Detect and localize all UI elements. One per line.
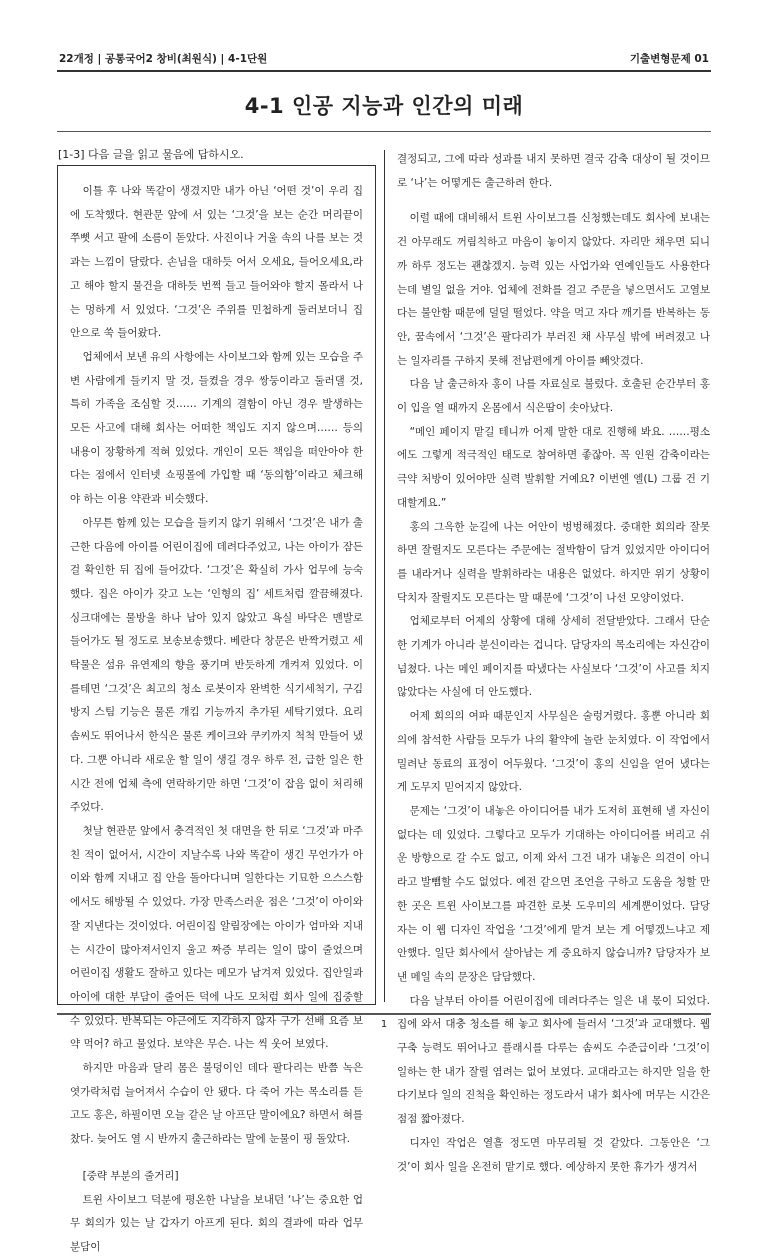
- summary-paragraph: 트윈 사이보그 덕분에 평온한 나날을 보내던 ‘나’는 중요한 업무 회의가 있는 날 갑자기 아프게 된다. 회의 결과에 따라 업무 분담이: [70, 1193, 363, 1253]
- passage-paragraph: 디자인 작업은 열흘 정도면 마무리될 것 같았다. 그동안은 ‘그것’이 회사 일을 온전히 맡기로 했다. 예상하지 못한 휴가가 생겨서: [397, 1136, 710, 1173]
- passage-box: [57, 165, 376, 1253]
- header-right-text: 기출변형문제 01: [629, 53, 709, 65]
- header-left-text: 22개정 | 공통국어2 창비(최원식) | 4-1단원: [59, 53, 268, 65]
- passage-paragraph: 다음 날부터 아이를 어린이집에 데려다주는 일은 내 몫이 되었다. 집에 와서 대충 청소를 해 놓고 회사에 들러서 ‘그것’과 교대했다. 웹 구축 능력도 뛰어나고 플래시를 다루는 솜씨도 수준급이라 ‘그것’이 일하는 한 내가 잘릴 염려는 없어 보였다. 교대라고는 하지만 일을 한다기보다 일의 진척을 확인하는 정도라서 내가 회사에 머무는 시간은 점점 짧아졌다.: [397, 994, 710, 1126]
- passage-paragraph: 이럴 때에 대비해서 트윈 사이보그를 신청했는데도 회사에 보내는 건 아무래도 꺼림칙하고 마음이 놓이지 않았다. 자리만 채우면 되니까 하루 정도는 괜찮겠지. 능력 있는 사업가와 연예인들도 사용한다는데 별일 없을 거야. 업체에 전화를 걸고 주문을 넣으면서도 고열보다는 불안함 때문에 덜덜 떨었다. 약을 먹고 자다 깨기를 반복하는 동안, 꿈속에서 ‘그것’은 팔다리가 부러진 채 사무실 밖에 버려졌고 나는 일자리를 구하지 못해 전남편에게 아이를 빼앗겼다.: [397, 212, 710, 367]
- passage-paragraph: 하지만 마음과 달리 몸은 불덩이인 데다 팔다리는 반쯤 녹은 엿가락처럼 늘어져서 수습이 안 됐다. 다 죽어 가는 목소리를 듣고도 홍은, 하필이면 오늘 같은 날 아프단 말이에요? 하면서 혀를 찼다. 늦어도 열 시 반까지 출근하라는 말에 눈물이 핑 돌았다.: [70, 1062, 363, 1146]
- title-rule: [57, 131, 711, 132]
- passage-paragraph: 아무튼 함께 있는 모습을 들키지 않기 위해서 ‘그것’은 내가 출근한 다음에 아이를 어린이집에 데려다주었고, 나는 아이가 잠든 걸 확인한 뒤 집에 들어갔다. ‘그것’은 확실히 가사 업무에 능숙했다. 집은 아이가 갖고 노는 ‘인형의 집’ 세트처럼 깔끔해졌다. 싱크대에는 물방울 하나 남아 있지 않았고 욕실 바닥은 맨발로 들어가도 될 정도로 보송보송했다. 베란다 창문은 반짝거렸고 세탁물은 섬유 유연제의 향을 풍기며 반듯하게 개켜져 있었다. 이를테면 ‘그것’은 최고의 청소 로봇이자 완벽한 식기세척기, 구김 방지 스팀 기능은 물론 개킴 기능까지 추가된 세탁기였다. 요리 솜씨도 뛰어나서 한식은 물론 케이크와 쿠키까지 척척 만들어 냈다. 그뿐 아니라 새로운 할 일이 생길 경우 하루 전, 급한 일은 한 시간 전에 업체 측에 연락하기만 하면 ‘그것’이 잡음 없이 처리해 주었다.: [70, 516, 363, 814]
- passage-paragraph: 문제는 ‘그것’이 내놓은 아이디어를 내가 도저히 표현해 낼 자신이 없다는 데 있었다. 그렇다고 모두가 기대하는 아이디어를 버리고 쉬운 방향으로 갈 수도 없고, 이제 와서 그건 내가 내놓은 의견이 아니라고 발뺌할 수도 없었다. 예전 같으면 조언을 구하고 도움을 청할 만한 곳은 트윈 사이보그를 파견한 로봇 도우미의 세계뿐이었다. 담당자는 이 웹 디자인 작업을 ‘그것’에게 맡겨 보는 게 어떻겠느냐고 제안했다. 일단 회사에서 살아남는 게 중요하지 않습니까? 담당자가 보낸 메일 속의 문장은 담담했다.: [397, 804, 710, 983]
- passage-paragraph: 결정되고, 그에 따라 성과를 내지 못하면 결국 감축 대상이 될 것이므로 ‘나’는 어떻게든 출근하려 한다.: [397, 153, 710, 189]
- question-instruction: [1-3] 다음 글을 읽고 물음에 답하시오.: [58, 148, 244, 161]
- passage-paragraph: 어제 회의의 여파 때문인지 사무실은 술렁거렸다. 홍뿐 아니라 회의에 참석한 사람들 모두가 나의 활약에 놀란 눈치였다. 이 작업에서 밀려난 동료의 표정이 어두웠다. ‘그것’이 홍의 신임을 얻어 냈다는 게 도무지 믿어지지 않았다.: [397, 710, 710, 794]
- page-title: 4-1 인공 지능과 인간의 미래: [244, 94, 524, 118]
- passage-paragraph: 첫날 현관문 앞에서 충격적인 첫 대면을 한 뒤로 ‘그것’과 마주친 적이 없어서, 시간이 지날수록 나와 똑같이 생긴 무언가가 아이와 함께 지내고 집 안을 돌아다니며 일한다는 기묘한 으스스함에서도 해방될 수 있었다. 가장 만족스러운 점은 ‘그것’이 아이와 잘 지낸다는 것이었다. 어린이집 알림장에는 아이가 엄마와 지내는 시간이 많아져서인지 울고 짜증 부리는 일이 많이 줄었으며 어린이집 생활도 잘하고 있다는 메모가 남겨져 있었다. 집안일과 아이에 대한 부담이 줄어든 덕에 나도 모처럼 회사 일에 집중할 수 있었다. 반복되는 야근에도 지각하지 않자 구가 선배 요즘 보약 먹어? 하고 물었다. 보약은 무슨. 나는 씩 웃어 보였다.: [70, 824, 363, 1051]
- passage-paragraph: “메인 페이지 맡길 테니까 어제 말한 대로 진행해 봐요. ……평소에도 그렇게 적극적인 태도로 참여하면 좋잖아. 꼭 인원 감축이라는 극약 처방이 있어야만 실력 발휘할 거예요? 이번엔 엘(L) 그룹 건 기대할게요.”: [397, 425, 710, 509]
- summary-label: [중략 부분의 줄거리]: [82, 1169, 179, 1182]
- column-divider: [384, 150, 385, 1002]
- page-number: 1: [380, 1019, 388, 1030]
- passage-paragraph: 홍의 그윽한 눈길에 나는 어안이 벙벙해졌다. 중대한 회의라 잘못하면 잘릴지도 모른다는 주문에는 절박함이 담겨 있었지만 아이디어를 내라거나 실력을 발휘하라는 내용은 없었다. 하지만 위기 상황이 닥치자 잘릴지도 모른다는 말 때문에 ‘그것’이 나선 모양이었다.: [397, 520, 710, 604]
- passage-paragraph: 업체에서 보낸 유의 사항에는 사이보그와 함께 있는 모습을 주변 사람에게 들키지 말 것, 들켰을 경우 쌍둥이라고 둘러댈 것, 특히 가족을 조심할 것…… 기계의 결함이 아닌 경우 발생하는 모든 사고에 대해 회사는 어떠한 책임도 지지 않으며…… 등의 내용이 장황하게 적혀 있었다. 개인이 모든 책임을 떠안아야 한다는 점에서 인터넷 쇼핑몰에 가입할 때 ‘동의함’이라고 체크해야 하는 이용 약관과 비슷했다.: [70, 350, 363, 506]
- passage-continuation: [390, 148, 712, 1173]
- header-rule: [57, 70, 711, 72]
- passage-paragraph: 업체로부터 어제의 상황에 대해 상세히 전달받았다. 그래서 단순한 기계가 아니라 분신이라는 겁니다. 담당자의 목소리에는 자신감이 넘쳤다. 나는 메인 페이지를 따냈다는 사실보다 ‘그것’이 사고를 치지 않았다는 사실에 더 안도했다.: [397, 615, 710, 699]
- footer-rule: [57, 1013, 711, 1015]
- page-header: [57, 40, 711, 86]
- passage-paragraph: 다음 날 출근하자 홍이 나를 자료실로 불렀다. 호출된 순간부터 홍이 입을 열 때까지 온몸에서 식은땀이 솟아났다.: [397, 378, 710, 415]
- passage-paragraph: 이틀 후 나와 똑같이 생겼지만 내가 아닌 ‘어떤 것’이 우리 집에 도착했다. 현관문 앞에 서 있는 ‘그것’을 보는 순간 머리끝이 쭈뼛 서고 팔에 소름이 돋았다. 사진이나 거울 속의 나를 보는 것과는 느낌이 달랐다. 손님을 대하듯 어서 오세요, 들어오세요,라고 해야 할지 물건을 대하듯 번쩍 들고 들어와야 할지 몰라서 나는 멍하게 서 있었다. ‘그것’은 주위를 민첩하게 둘러보더니 집 안으로 쑥 들어왔다.: [70, 185, 363, 340]
